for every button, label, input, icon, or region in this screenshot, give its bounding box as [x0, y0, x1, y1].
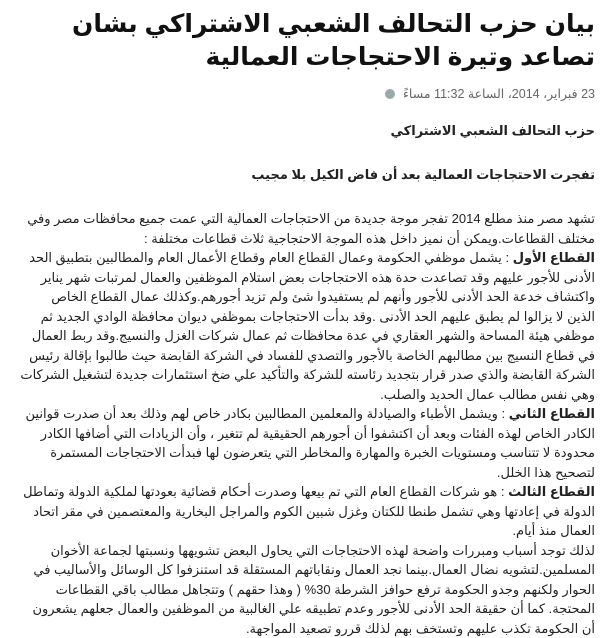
conclusion-paragraph: لذلك توجد أسباب ومبررات واضحة لهذه الاحتجاجات التي يحاول البعض تشويهها ونسبتها لجماعة الأخوان المسلمين.لتشويه نضال العمال.بينما نجد العمال ونقاباتهم المستقلة قد استنزفوا كل الوسائل والأساليب في الحوار ولكنهم وجدو الحكومة ترفع حوافز الشرطة 30% ( وهذا حقهم ) وتتجاهل مطالب باقي القطاعات المحتجة. كما أن حقيقة الحد الأدنى للأجور وعدم تطبيقه علي الغالبية من الموظفين والعمال جعلهم يشعرون أن الحكومة تكذب عليهم وتستخف بهم لذلك قررو تصعيد المواجهة. [20, 541, 595, 638]
article-headline: تفجرت الاحتجاجات العمالية بعد أن فاض الكيل بلا مجيب [20, 167, 595, 183]
sector2-label: القطاع الثاني [509, 406, 595, 421]
sector3-text: : هو شركات القطاع العام التي تم بيعها وصدرت أحكام قضائية بعودتها لملكية الدولة وتماطل الدولة في إعادتها وهي تشمل طنطا للكتان وغزل شبين الكوم والمراجل البخارية والمعتصمين في مقر اتحاد العمال منذ أيام. [23, 484, 595, 538]
sector1-label: القطاع الأول [513, 250, 595, 265]
intro-paragraph: تشهد مصر منذ مطلع 2014 تفجر موجة جديدة من الاحتجاجات العمالية التي عمت جميع محافظات مصر وفي مختلف القطاعات.ويمكن أن نميز داخل هذه الموجة الاحتجاجية ثلاث قطاعات مختلفة : [20, 209, 595, 248]
article-body [20, 209, 595, 638]
author-name: حزب التحالف الشعبي الاشتراكي [20, 123, 595, 139]
sector1-text: : يشمل موظفي الحكومة وعمال القطاع العام وقطاع الأعمال العام والمطالبين بتطبيق الحد الأدنى للأجور عليهم وقد تصاعدت حدة هذه الاحتجاجات بعض استلام الموظفين والعمال لمرتبات شهر يناير واكتشاف خدعة الحد الأدنى للأجور وأنهم لم يستفيدوا شئ ولم تزيد أجورهم.وكذلك عمال القطاع الخاص الذين لا يزالوا لم يطبق عليهم الحد الأدنى .وقد بدأت الاحتجاجات بموظفي ديوان محافظة الوادي الجديد ثم موظفي هيئة المساحة والشهر العقاري في عدة محافظات ثم عمال شركات الغزل والنسيج.وقد ربط العمال في قطاع النسيج بين مطالبهم الخاصة بالأجور والتصدي للفساد في الشركة القابضة حيث طالبوا بإقالة رئيس الشركة القابضة والذي صدر قرار بتجديد رئاسته للشركة والتأكيد علي ضخ استثمارات جديدة لتشغيل الشركات وهي نفس مطالب عمال الحديد والصلب. [20, 250, 595, 402]
sector2-paragraph [20, 404, 595, 482]
sector3-paragraph [20, 482, 595, 541]
publish-date: 23 فبراير، 2014، الساعة 11:32 مساءً [403, 86, 595, 101]
sector3-label: القطاع الثالث [508, 484, 595, 499]
article-title: بيان حزب التحالف الشعبي الاشتراكي بشان تصاعد وتيرة الاحتجاجات العمالية [20, 8, 595, 74]
globe-icon [385, 89, 395, 99]
sector2-text: : ويشمل الأطباء والصيادلة والمعلمين المطالبين بكادر خاص لهم وذلك بعد أن صدرت قوانين الكادر الخاص لهذه الفئات وبعد أن اكتشفوا أن أجورهم الحقيقية لم تتغير ، وأن الزيادات التي أضافها الكادر محدودة لا تتناسب ومستويات الخبرة والمهارة والمخاطر التي يتعرضون لها فبدأت الاحتجاجات المستمرة لتصحيح هذا الخلل. [26, 406, 595, 480]
sector1-paragraph [20, 248, 595, 404]
article-meta [20, 86, 595, 101]
